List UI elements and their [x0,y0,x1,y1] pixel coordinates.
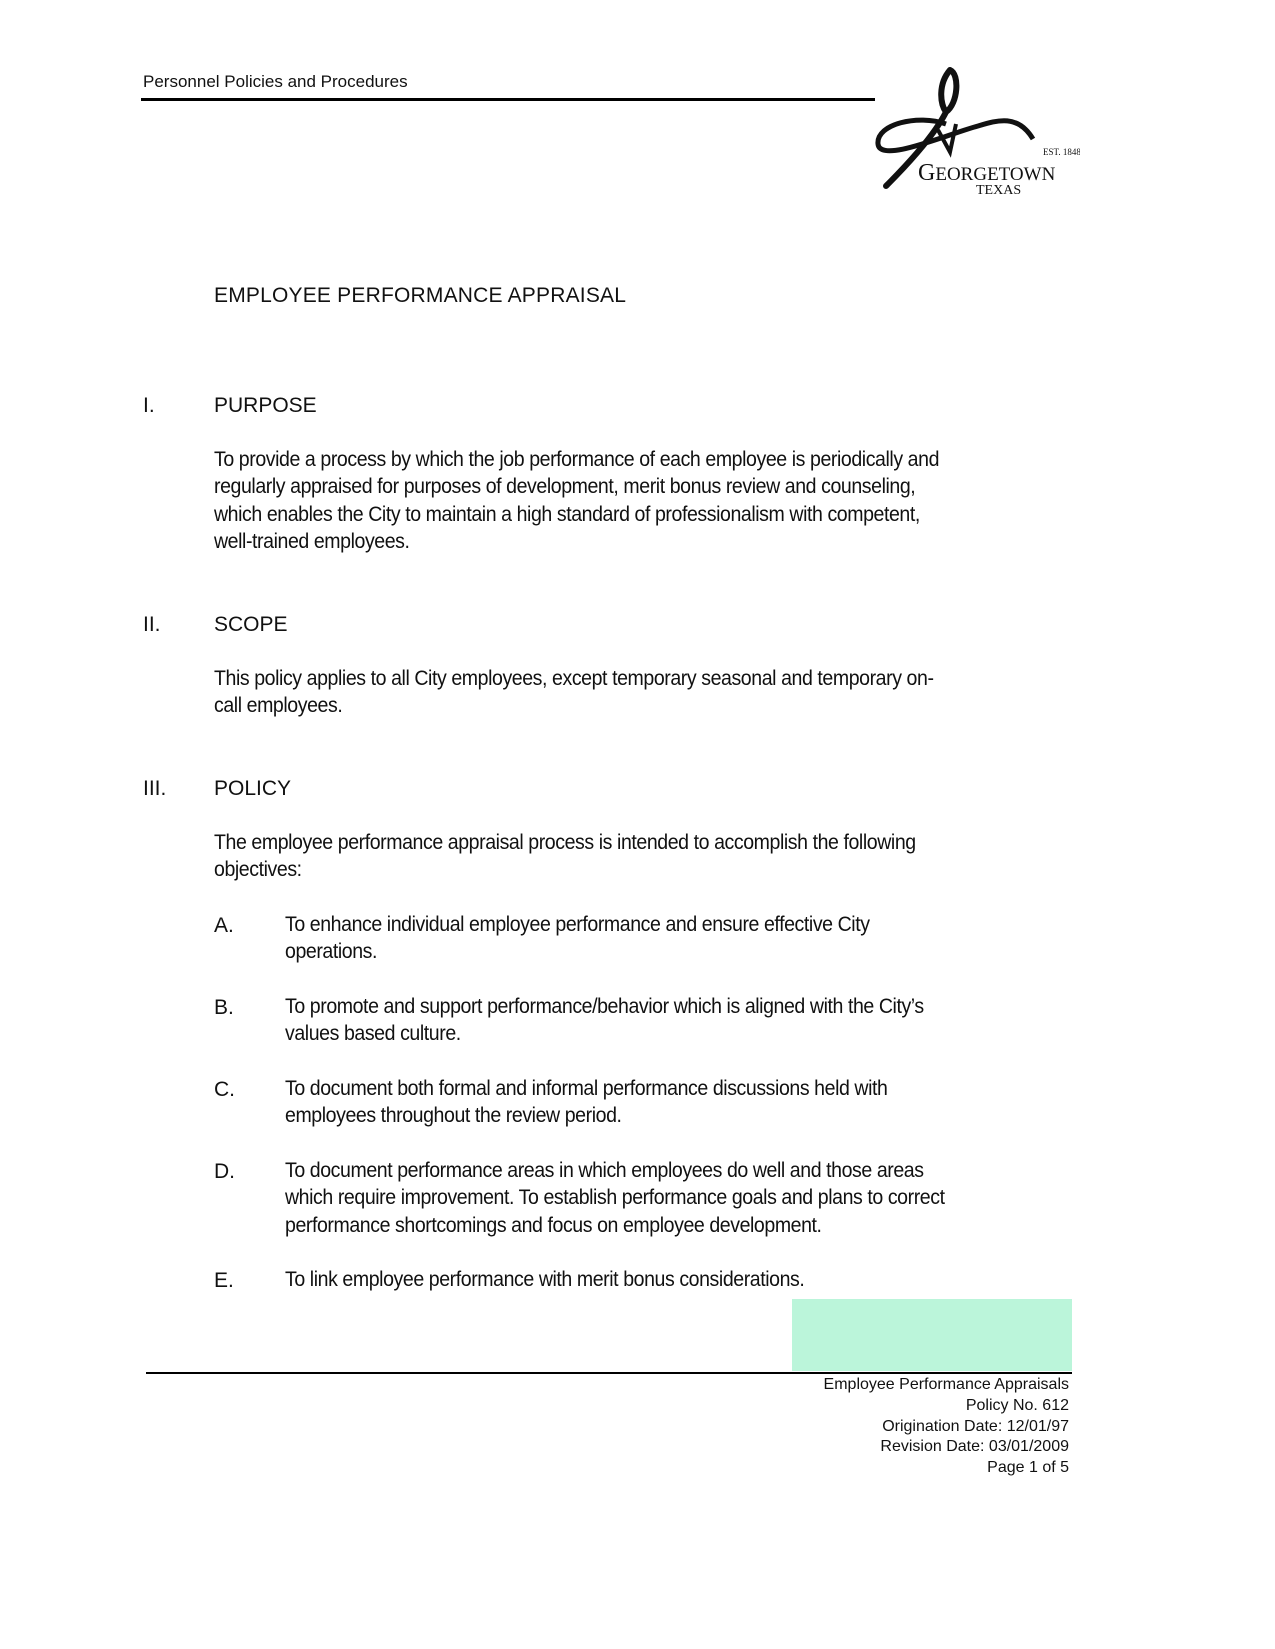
text-line: To document both formal and informal performance discussions held with [285,1077,888,1100]
georgetown-logo [868,64,1080,198]
highlight-box [792,1299,1072,1371]
footer-doc-title: Employee Performance Appraisals [823,1376,1069,1393]
objective-item [285,993,924,1048]
section-number: III. [143,777,167,800]
objective-letter: E. [214,1269,234,1292]
purpose-paragraph [214,446,939,555]
svg-text:EST. 1848: EST. 1848 [1043,147,1080,157]
text-line: The employee performance appraisal process is intended to accomplish the following [214,831,916,854]
text-line: which enables the City to maintain a high standard of professionalism with competent, [214,502,920,526]
text-line: call employees. [214,694,343,718]
section-number: II. [143,613,161,636]
objective-item [285,1075,887,1130]
section-number: I. [143,394,155,417]
section-heading-purpose: PURPOSE [214,394,317,417]
text-line: To document performance areas in which employees do well and those areas [285,1159,924,1182]
section-heading-scope: SCOPE [214,613,288,636]
header-rule [141,98,875,101]
text-line: regularly appraised for purposes of development, merit bonus review and counseling, [214,475,916,499]
footer [824,1375,1069,1479]
policy-paragraph [214,829,916,884]
objective-letter: B. [214,996,234,1019]
objective-item [285,911,870,966]
objective-item [285,1157,945,1239]
text-line: To link employee performance with merit bonus considerations. [285,1268,805,1291]
text-line: To promote and support performance/behavior which is aligned with the City’s [285,995,924,1018]
footer-origination-date: Origination Date: 12/01/97 [882,1417,1069,1435]
footer-rule [146,1372,1072,1374]
objective-item [285,1266,804,1293]
scope-paragraph [214,665,934,720]
text-line: performance shortcomings and focus on employee development. [285,1213,822,1237]
text-line: employees throughout the review period. [285,1104,622,1128]
text-line: To provide a process by which the job performance of each employee is periodically and [214,448,940,471]
text-line: To enhance individual employee performance and ensure effective City [285,913,870,936]
footer-page-number: Page 1 of 5 [987,1459,1069,1477]
objective-letter: C. [214,1078,235,1101]
text-line: operations. [285,940,378,964]
svg-text:TEXAS: TEXAS [976,183,1022,198]
objective-letter: A. [214,914,234,937]
text-line: well-trained employees. [214,529,410,553]
text-line: values based culture. [285,1022,461,1046]
text-line: This policy applies to all City employees, except temporary seasonal and temporary on- [214,667,934,690]
document-title: EMPLOYEE PERFORMANCE APPRAISAL [214,284,627,307]
footer-policy-number: Policy No. 612 [965,1396,1069,1414]
text-line: which require improvement. To establish performance goals and plans to correct [285,1186,945,1210]
footer-revision-date: Revision Date: 03/01/2009 [880,1438,1069,1456]
section-heading-policy: POLICY [214,777,292,800]
text-line: objectives: [214,858,302,882]
svg-text:GEORGETOWN: GEORGETOWN [918,160,1056,186]
objective-letter: D. [214,1160,235,1183]
running-header: Personnel Policies and Procedures [143,72,408,91]
